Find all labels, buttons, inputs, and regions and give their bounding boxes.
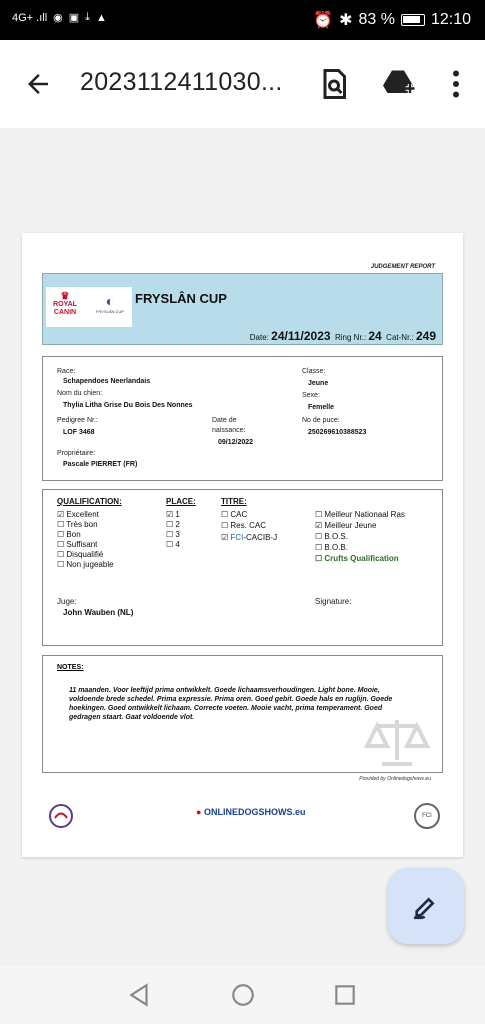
checkbox: ☑ bbox=[166, 510, 174, 519]
option-award-2: ☐ B.O.S. bbox=[315, 532, 348, 541]
dog-name-value: Thylia Litha Grise Du Bois Des Nonnes bbox=[63, 402, 193, 409]
upload-icon: ▲ bbox=[96, 11, 107, 24]
race-value: Schapendoes Neerlandais bbox=[63, 378, 151, 385]
signal-indicator: 4G+ .ıll bbox=[12, 11, 48, 24]
scales-of-justice-icon bbox=[362, 716, 432, 768]
back-arrow-icon[interactable] bbox=[20, 66, 56, 102]
drive-add-icon[interactable] bbox=[380, 66, 416, 102]
catalog-number: 249 bbox=[415, 329, 436, 343]
show-info: Date: 24/11/2023 Ring Nr.: 24 Cat-Nr.: 249 bbox=[249, 329, 436, 343]
option-place-0: ☑ 1 bbox=[166, 510, 180, 519]
checkbox: ☐ bbox=[315, 554, 323, 563]
birth-date-value: 09/12/2022 bbox=[218, 439, 254, 446]
pen-icon bbox=[410, 890, 442, 922]
judge-value: John Wauben (NL) bbox=[63, 608, 134, 617]
provided-by: Provided by Onlinedogshows.eu bbox=[359, 776, 431, 782]
fci-logo: FCI bbox=[414, 803, 440, 829]
checkbox: ☐ bbox=[315, 510, 323, 519]
eye-icon: ◉ bbox=[53, 12, 63, 24]
onlinedogshows-logo: ● ONLINEDOGSHOWS.eu bbox=[196, 807, 306, 817]
report-label: JUDGEMENT REPORT bbox=[370, 264, 435, 270]
fryslan-cup-logo: ◐ FRYSLÂN CUP bbox=[90, 293, 130, 314]
show-date: 24/11/2023 bbox=[271, 329, 331, 343]
alarm-icon: ⏰ bbox=[313, 12, 334, 29]
checkbox: ☐ bbox=[315, 532, 323, 541]
notes-text: 11 maanden. Voor leeftijd prima ontwikkelt. Goede lichaamsverhoudingen. Light bone. Mooie, voldoende brede schedel. Prima expressie. Prima oren. Goed gebit. Goede hals en ruglijn. Goede hoekingen. Goed ontwikkelt lichaam. Correcte voeten. Mooie vacht, prima temperament. Goed gedragen staart. Gaat voldoende vlot. bbox=[69, 687, 393, 721]
option-place-2: ☐ 3 bbox=[166, 530, 180, 539]
chip-value: 250269610388523 bbox=[308, 429, 367, 436]
ring-number: 24 bbox=[368, 329, 382, 343]
notes-label: NOTES: bbox=[57, 664, 84, 671]
checkbox: ☐ bbox=[57, 540, 65, 549]
option-award-1: ☑ Meilleur Jeune bbox=[315, 521, 377, 530]
option-award-4: ☐ Crufts Qualification bbox=[315, 554, 399, 563]
option-qual-2: ☐ Bon bbox=[57, 530, 81, 539]
clock: 12:10 bbox=[430, 11, 471, 28]
checkbox: ☐ bbox=[166, 520, 174, 529]
nav-recents-icon[interactable] bbox=[332, 982, 358, 1008]
option-place-3: ☐ 4 bbox=[166, 540, 180, 549]
download-icon: ⤓ bbox=[85, 11, 91, 23]
show-title: FRYSLÂN CUP bbox=[135, 291, 227, 306]
checkbox: ☑ bbox=[57, 510, 65, 519]
option-award-3: ☐ B.O.B. bbox=[315, 543, 348, 552]
pedigree-value: LOF 3468 bbox=[63, 429, 95, 436]
more-options-icon[interactable] bbox=[438, 66, 474, 102]
class-value: Jeune bbox=[308, 380, 329, 387]
notes-box bbox=[42, 655, 443, 773]
fci-checkbox: ☑ bbox=[221, 533, 229, 542]
show-header bbox=[42, 273, 443, 345]
sponsor-logos bbox=[46, 287, 132, 327]
document-page[interactable] bbox=[22, 233, 463, 857]
sex-value: Femelle bbox=[308, 404, 335, 411]
judgement-box: QUALIFICATION: PLACE: TITRE: ☑ Excellent ☐ Très bon ☐ Bon ☐ Suffisant ☐ Disqualifié ☐ Non jugeable ☑ 1 ☐ 2 ☐ 3 ☐ 4 ☐ CAC ☐ Res. CAC ☑ FCI-CACIB-J ☐ Meilleur Nationaal Ras ☑ Meilleur Jeune ☐ B.O.S. ☐ B.O.B. ☐ Crufts Qualification Juge: John Wauben (NL) Signature: bbox=[42, 489, 443, 646]
nav-home-icon[interactable] bbox=[230, 982, 256, 1008]
checkbox: ☐ bbox=[57, 560, 65, 569]
checkbox: ☐ bbox=[57, 550, 65, 559]
system-nav-bar bbox=[0, 966, 485, 1024]
option-award-0: ☐ Meilleur Nationaal Ras bbox=[315, 510, 405, 519]
option-place-1: ☐ 2 bbox=[166, 520, 180, 529]
checkbox: ☐ bbox=[166, 540, 174, 549]
search-in-document-icon[interactable] bbox=[316, 66, 352, 102]
dog-emblem-icon: ◐ bbox=[105, 293, 115, 309]
royal-canin-logo: ♛ ROYAL CANIN bbox=[50, 293, 80, 317]
option-title-0: ☐ CAC bbox=[221, 510, 248, 519]
bluetooth-icon: ✱ bbox=[339, 12, 353, 29]
option-qual-5: ☐ Non jugeable bbox=[57, 560, 114, 569]
owner-value: Pascale PIERRET (FR) bbox=[63, 461, 138, 468]
dog-details-box: Race: Schapendoes Neerlandais Nom du chien: Thylia Litha Grise Du Bois Des Nonnes Pedigree Nr.: LOF 3468 Date de naissance: 09/12/2022 Propriétaire: Pascale PIERRET (FR) Classe: Jeune Sexe: Femelle No de puce: 250269610388523 bbox=[42, 356, 443, 481]
crown-icon: ♛ bbox=[60, 291, 70, 302]
fryslan-dog-logo-icon bbox=[48, 803, 74, 834]
checkbox: ☐ bbox=[57, 520, 65, 529]
checkbox: ☐ bbox=[221, 510, 229, 519]
option-qual-1: ☐ Très bon bbox=[57, 520, 98, 529]
checkbox: ☐ bbox=[166, 530, 174, 539]
option-qual-4: ☐ Disqualifié bbox=[57, 550, 104, 559]
checkbox: ☐ bbox=[315, 543, 323, 552]
status-bar bbox=[0, 0, 485, 40]
option-qual-0: ☑ Excellent bbox=[57, 510, 99, 519]
title-fci-cacib-j: ☑ FCI-CACIB-J bbox=[221, 533, 278, 542]
battery-icon bbox=[401, 14, 425, 26]
battery-percent: 83 % bbox=[358, 11, 395, 28]
option-qual-3: ☐ Suffisant bbox=[57, 540, 98, 549]
dog-paw-icon: ● bbox=[196, 807, 202, 817]
checkbox: ☑ bbox=[315, 521, 323, 530]
edit-annotate-button[interactable] bbox=[388, 868, 464, 944]
nfc-icon: ▣ bbox=[68, 12, 80, 24]
nav-back-icon[interactable] bbox=[127, 982, 153, 1008]
option-title-1: ☐ Res. CAC bbox=[221, 521, 266, 530]
checkbox: ☐ bbox=[221, 521, 229, 530]
checkbox: ☐ bbox=[57, 530, 65, 539]
file-name-title: 2023112411030... bbox=[80, 68, 283, 96]
app-bar bbox=[0, 40, 485, 128]
